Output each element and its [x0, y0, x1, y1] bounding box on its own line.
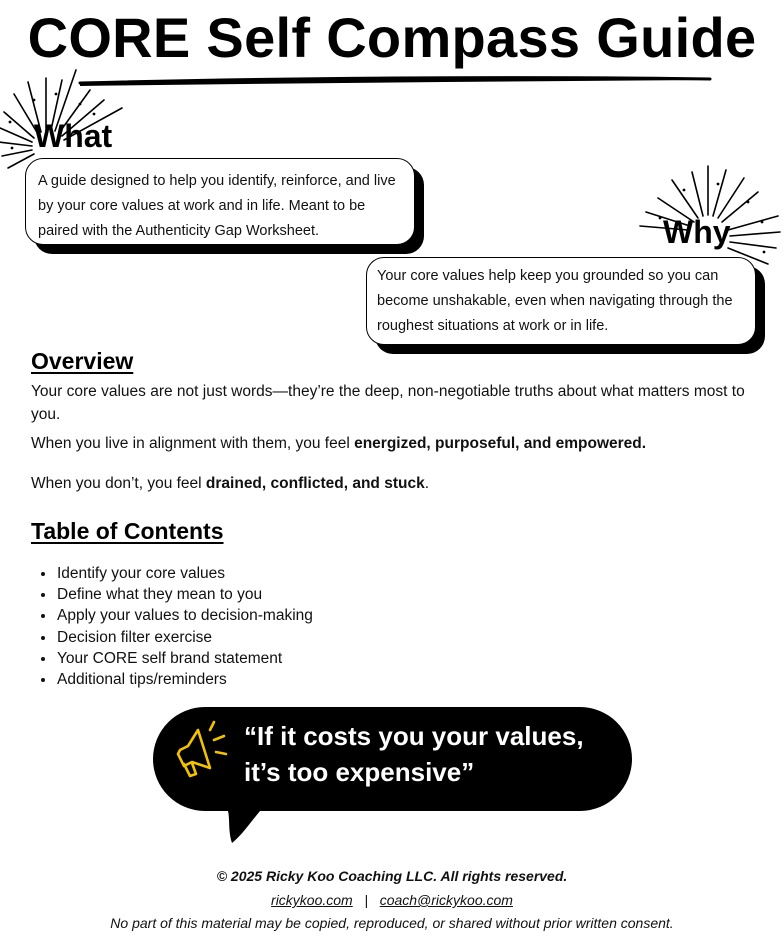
what-bubble: [25, 158, 415, 245]
quote-text: [244, 718, 624, 790]
toc-item: Define what they mean to you: [38, 584, 313, 605]
overview-paragraph-2: [31, 432, 771, 455]
overview-p2-emphasis: energized, purposeful, and empowered.: [354, 435, 647, 452]
page-title: CORE Self Compass Guide: [27, 6, 757, 69]
why-bubble: [366, 257, 756, 345]
overview-p3-prefix: When you don’t, you feel: [31, 475, 206, 492]
title-underline-swash: [70, 70, 720, 90]
footer-copyright: © 2025 Ricky Koo Coaching LLC. All rights reserved.: [216, 868, 568, 884]
why-body-text: Your core values help keep you grounded so you can become unshakable, even when navigating through the roughest situations at work or in life.: [377, 268, 733, 334]
overview-paragraph-1: Your core values are not just words—they’re the deep, non-negotiable truths about what matters most to you.: [31, 383, 745, 423]
overview-p2-prefix: When you live in alignment with them, you feel: [31, 435, 355, 452]
overview-p3-suffix: .: [424, 475, 429, 492]
email-link[interactable]: coach@rickykoo.com: [379, 892, 513, 908]
toc-heading: Table of Contents: [31, 518, 224, 544]
quote-line-2: it’s too expensive”: [244, 757, 475, 787]
what-heading: What: [34, 118, 113, 154]
quote-line-1: “If it costs you your values,: [244, 721, 584, 751]
footer-separator: |: [364, 892, 369, 908]
what-body-text: A guide designed to help you identify, reinforce, and live by your core values at work and in life. Meant to be paired with the Authenticity Gap Worksheet.: [38, 173, 396, 239]
toc-list: [38, 563, 313, 690]
footer-contact: [0, 888, 784, 912]
toc-item: Apply your values to decision-making: [38, 605, 313, 626]
footer-notice: No part of this material may be copied, reproduced, or shared without prior written consent.: [110, 915, 674, 931]
overview-paragraph-3: [31, 472, 771, 495]
toc-item: Decision filter exercise: [38, 627, 313, 648]
overview-heading: Overview: [31, 348, 134, 374]
toc-item: Additional tips/reminders: [38, 669, 313, 690]
overview-p3-emphasis: drained, conflicted, and stuck: [205, 475, 425, 492]
megaphone-icon: [170, 720, 234, 780]
toc-item: Your CORE self brand statement: [38, 648, 313, 669]
toc-item: Identify your core values: [38, 563, 313, 584]
why-heading: Why: [663, 214, 731, 250]
website-link[interactable]: rickykoo.com: [271, 892, 353, 908]
